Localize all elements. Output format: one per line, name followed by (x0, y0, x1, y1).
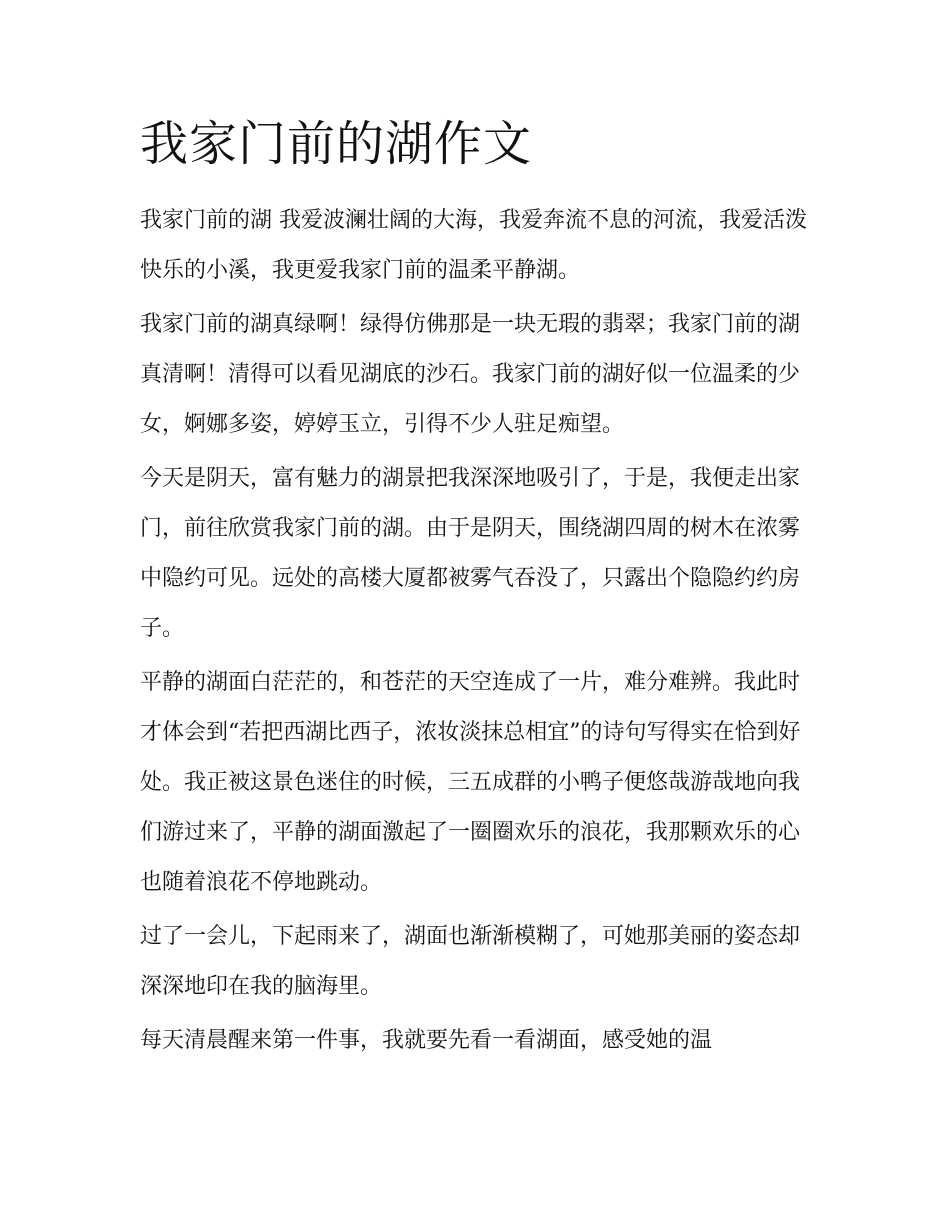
paragraph-4: 平静的湖面白茫茫的，和苍茫的天空连成了一片，难分难辨。我此时才体会到“若把西湖比西子，浓妆淡抹总相宜”的诗句写得实在恰到好处。我正被这景色迷住的时候，三五成群的小鸭子便悠哉游哉地向我们游过来了，平静的湖面激起了一圈圈欢乐的浪花，我那颗欢乐的心也随着浪花不停地跳动。 (140, 670, 801, 895)
paragraph-2: 我家门前的湖真绿啊！绿得仿佛那是一块无瑕的翡翠；我家门前的湖真清啊！清得可以看见湖底的沙石。我家门前的湖好似一位温柔的少女，婀娜多姿，婷婷玉立，引得不少人驻足痴望。 (140, 312, 801, 437)
document-body (140, 196, 820, 1066)
paragraph-5: 过了一会儿，下起雨来了，湖面也渐渐模糊了，可她那美丽的姿态却深深地印在我的脑海里。 (140, 924, 801, 999)
paragraph-1: 我家门前的湖 我爱波澜壮阔的大海，我爱奔流不息的河流，我爱活泼快乐的小溪，我更爱我家门前的温柔平静湖。 (140, 208, 807, 283)
document-page (140, 112, 820, 1070)
paragraph-3: 今天是阴天，富有魅力的湖景把我深深地吸引了，于是，我便走出家门，前往欣赏我家门前的湖。由于是阴天，围绕湖四周的树木在浓雾中隐约可见。远处的高楼大厦都被雾气吞没了，只露出个隐隐约约房子。 (140, 466, 801, 641)
document-title: 我家门前的湖作文 (140, 116, 533, 172)
paragraph-6: 每天清晨醒来第一件事，我就要先看一看湖面，感受她的温 (140, 1028, 713, 1053)
